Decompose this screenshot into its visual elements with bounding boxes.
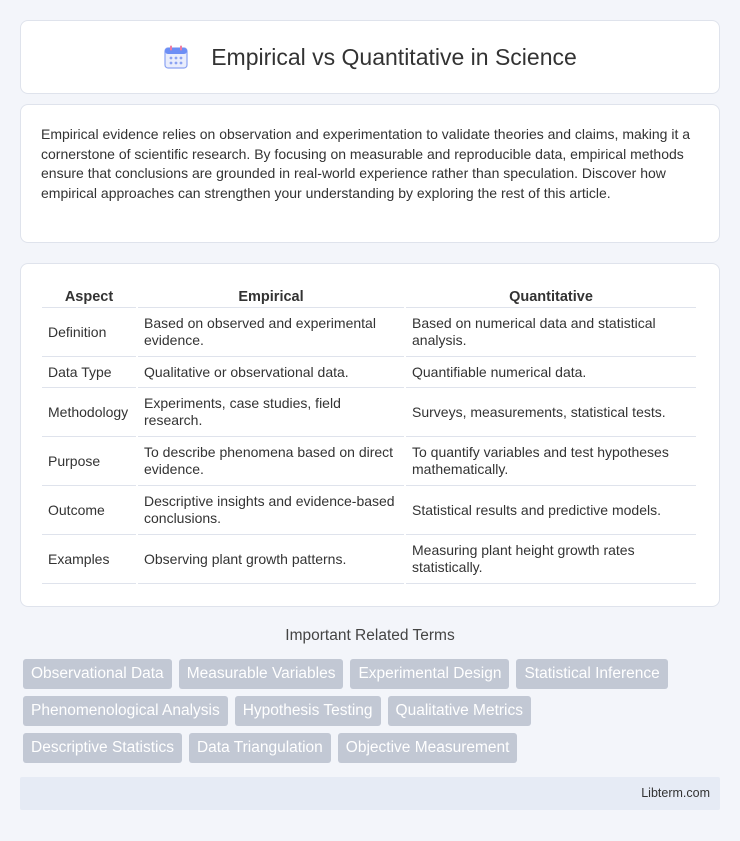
table-row <box>42 388 696 437</box>
cell-quantitative: Surveys, measurements, statistical tests. <box>406 388 696 437</box>
cell-empirical: Descriptive insights and evidence-based conclusions. <box>138 486 404 535</box>
term-tag[interactable]: Statistical Inference <box>516 659 667 689</box>
cell-quantitative: To quantify variables and test hypotheses mathematically. <box>406 437 696 486</box>
cell-aspect: Methodology <box>42 388 136 437</box>
term-tag[interactable]: Objective Measurement <box>338 733 518 763</box>
cell-aspect: Examples <box>42 535 136 584</box>
page-title: Empirical vs Quantitative in Science <box>211 43 577 70</box>
table-header-row <box>42 284 696 308</box>
term-tag[interactable]: Descriptive Statistics <box>23 733 182 763</box>
cell-quantitative: Measuring plant height growth rates statistically. <box>406 535 696 584</box>
table-row <box>42 535 696 584</box>
cell-aspect: Data Type <box>42 357 136 388</box>
cell-quantitative: Based on numerical data and statistical analysis. <box>406 308 696 357</box>
term-tag[interactable]: Qualitative Metrics <box>388 696 531 726</box>
comparison-table-card <box>20 263 720 607</box>
comparison-table <box>40 284 698 584</box>
related-terms-heading: Important Related Terms <box>285 627 455 644</box>
term-row <box>23 659 723 689</box>
table-row <box>42 437 696 486</box>
calendar-icon <box>163 44 189 70</box>
cell-empirical: Based on observed and experimental evidence. <box>138 308 404 357</box>
term-tag[interactable]: Data Triangulation <box>189 733 331 763</box>
cell-aspect: Purpose <box>42 437 136 486</box>
title-card <box>20 20 720 94</box>
term-tag[interactable]: Hypothesis Testing <box>235 696 381 726</box>
term-tag[interactable]: Experimental Design <box>350 659 509 689</box>
cell-empirical: Experiments, case studies, field research. <box>138 388 404 437</box>
cell-empirical: Qualitative or observational data. <box>138 357 404 388</box>
cell-aspect: Definition <box>42 308 136 357</box>
cell-quantitative: Statistical results and predictive models. <box>406 486 696 535</box>
header-empirical: Empirical <box>138 284 404 308</box>
table-row <box>42 486 696 535</box>
footer <box>20 777 720 810</box>
term-row <box>23 733 723 763</box>
intro-paragraph: Empirical evidence relies on observation and experimentation to validate theories and claims, making it a cornerstone of scientific research. By focusing on measurable and reproducible data, empirical methods ensure that conclusions are grounded in real-world experience rather than speculation. Discover how empirical approaches can strengthen your understanding by exploring the rest of this article. <box>41 126 691 201</box>
table-row <box>42 308 696 357</box>
header-aspect: Aspect <box>42 284 136 308</box>
related-terms <box>23 659 723 770</box>
cell-quantitative: Quantifiable numerical data. <box>406 357 696 388</box>
table-row <box>42 357 696 388</box>
cell-empirical: To describe phenomena based on direct evidence. <box>138 437 404 486</box>
cell-aspect: Outcome <box>42 486 136 535</box>
cell-empirical: Observing plant growth patterns. <box>138 535 404 584</box>
term-tag[interactable]: Phenomenological Analysis <box>23 696 228 726</box>
intro-card <box>20 104 720 243</box>
footer-site-link[interactable]: Libterm.com <box>641 786 710 800</box>
header-quantitative: Quantitative <box>406 284 696 308</box>
term-tag[interactable]: Measurable Variables <box>179 659 344 689</box>
term-row <box>23 696 723 726</box>
term-tag[interactable]: Observational Data <box>23 659 172 689</box>
